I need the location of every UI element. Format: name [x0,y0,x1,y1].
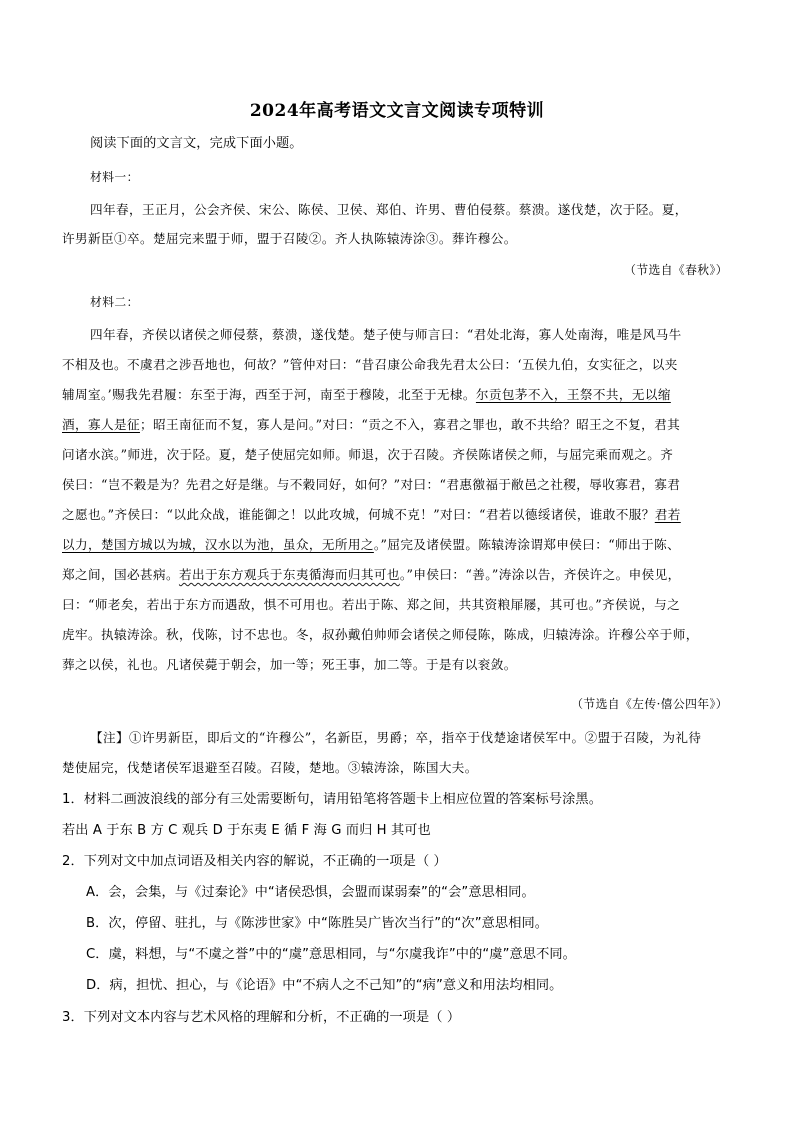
question-1-options: 若出 A 于东 B 方 C 观兵 D 于东夷 E 循 F 海 G 而归 H 其可也 [62,823,431,838]
underlined-sentence: 君若 [654,507,681,522]
material1-label: 材料一： [90,170,139,184]
material2-source: （节选自《左传·僖公四年》） [571,697,728,711]
material2-text: 之愿也。”齐侯曰：“以此众战，谁能御之！以此攻城，何城不克！”对曰：“君若以德绥诸侯，谁敢不服？ [62,507,655,522]
question-1: 1．材料二画波浪线的部分有三处需要断句，请用铅笔将答题卡上相应位置的答案标号涂黑。 [62,792,602,807]
notes-line: 楚使屈完，伐楚诸侯军退避至召陵。召陵，楚地。③辕涛涂，陈国大夫。 [62,760,478,775]
material2-text: 。”屈完及诸侯盟。陈辕涛涂谓郑申侯曰：“师出于陈、 [373,537,681,552]
material2-line: 侯曰：“岂不穀是为？先君之好是继。与不穀同好，如何？”对曰：“君惠徼福于敝邑之社稷，辱收寡君，寡君 [62,477,681,492]
material2-text: ；昭王南征而不复，寡人是问。”对曰：“贡之不入，寡君之罪也，敢不共给？昭王之不复，君其 [139,417,681,432]
material2-text: 辅周室。’赐我先君履：东至于海，西至于河，南至于穆陵，北至于无棣。 [62,387,476,402]
material2-line: 问诸水滨。”师进，次于陉。夏，楚子使屈完如师。师退，次于召陵。齐侯陈诸侯之师，与屈完乘而观之。齐 [62,447,674,462]
question-3: 3．下列对文本内容与艺术风格的理解和分析，不正确的一项是（ ） [62,1010,461,1025]
material2-line [62,535,732,555]
question-2-option-d[interactable]: D．病，担忧、担心，与《论语》中“不病人之不己知”的“病”意义和用法均相同。 [86,978,563,993]
notes-line: 【注】①许男新臣，即后文的“许穆公”，名新臣，男爵；卒，指卒于伐楚途诸侯军中。②盟于召陵，为礼待 [90,730,702,745]
underlined-sentence: 尔贡包茅不入，王祭不共，无以缩 [475,387,671,402]
material2-label: 材料二： [90,295,139,309]
page-title: 2024年高考语文文言文阅读专项特训 [249,101,545,121]
material1-source: （节选自《春秋》） [624,263,728,277]
question-2-option-c[interactable]: C．虞，料想，与“不虞之誉”中的“虞”意思相同，与“尔虞我诈”中的“虞”意思不同。 [86,947,576,962]
question-2-option-a[interactable]: A．会，会集，与《过秦论》中“诸侯恐惧，会盟而谋弱秦”的“会”意思相同。 [86,885,535,900]
material2-text: 。”申侯曰：“善。”涛涂以告，齐侯许之。申侯见， [399,567,681,582]
underlined-sentence: 酒，寡人是征 [62,417,140,432]
material2-text: 郑之间，国必甚病。 [62,567,179,582]
question-2-option-b[interactable]: B．次，停留、驻扎，与《陈涉世家》中“陈胜吴广皆次当行”的“次”意思相同。 [86,916,549,931]
material2-line: 虎牢。执辕涛涂。秋，伐陈，讨不忠也。冬，叔孙戴伯帅师会诸侯之师侵陈，陈成，归辕涛涂。许穆公卒于师， [62,627,699,642]
material1-line: 四年春，王正月，公会齐侯、宋公、陈侯、卫侯、郑伯、许男、曹伯侵蔡。蔡溃。遂伐楚，次于陉。夏， [90,202,688,217]
underlined-sentence: 以力，楚国方城以为城，汉水以为池，虽众，无所用之 [62,537,374,552]
intro-text: 阅读下面的文言文，完成下面小题。 [90,136,303,151]
wavy-underlined-sentence: 若出于东方观兵于东夷循海而归其可也 [178,567,400,582]
material2-line: 曰：“师老矣，若出于东方而遇敌，惧不可用也。若出于陈、郑之间，共其资粮屝屦，其可也。”齐侯说，与之 [62,597,681,612]
material2-line: 葬之以侯，礼也。凡诸侯薨于朝会，加一等；死王事，加二等。于是有以衮敛。 [62,657,517,672]
material1-line: 许男新臣①卒。楚屈完来盟于师，盟于召陵②。齐人执陈辕涛涂③。葬许穆公。 [62,231,517,246]
material2-line [62,565,732,585]
question-2: 2．下列对文中加点词语及相关内容的解说，不正确的一项是（ ） [62,854,447,869]
material2-line [62,385,732,405]
material2-line [62,415,732,435]
material2-line [62,505,732,525]
material2-line: 四年春，齐侯以诸侯之师侵蔡，蔡溃，遂伐楚。楚子使与师言曰：“君处北海，寡人处南海，唯是风马牛 [90,327,682,342]
material2-line: 不相及也。不虞君之涉吾地也，何故？”管仲对曰：“昔召康公命我先君太公曰：‘五侯九伯，女实征之，以夹 [62,357,678,372]
